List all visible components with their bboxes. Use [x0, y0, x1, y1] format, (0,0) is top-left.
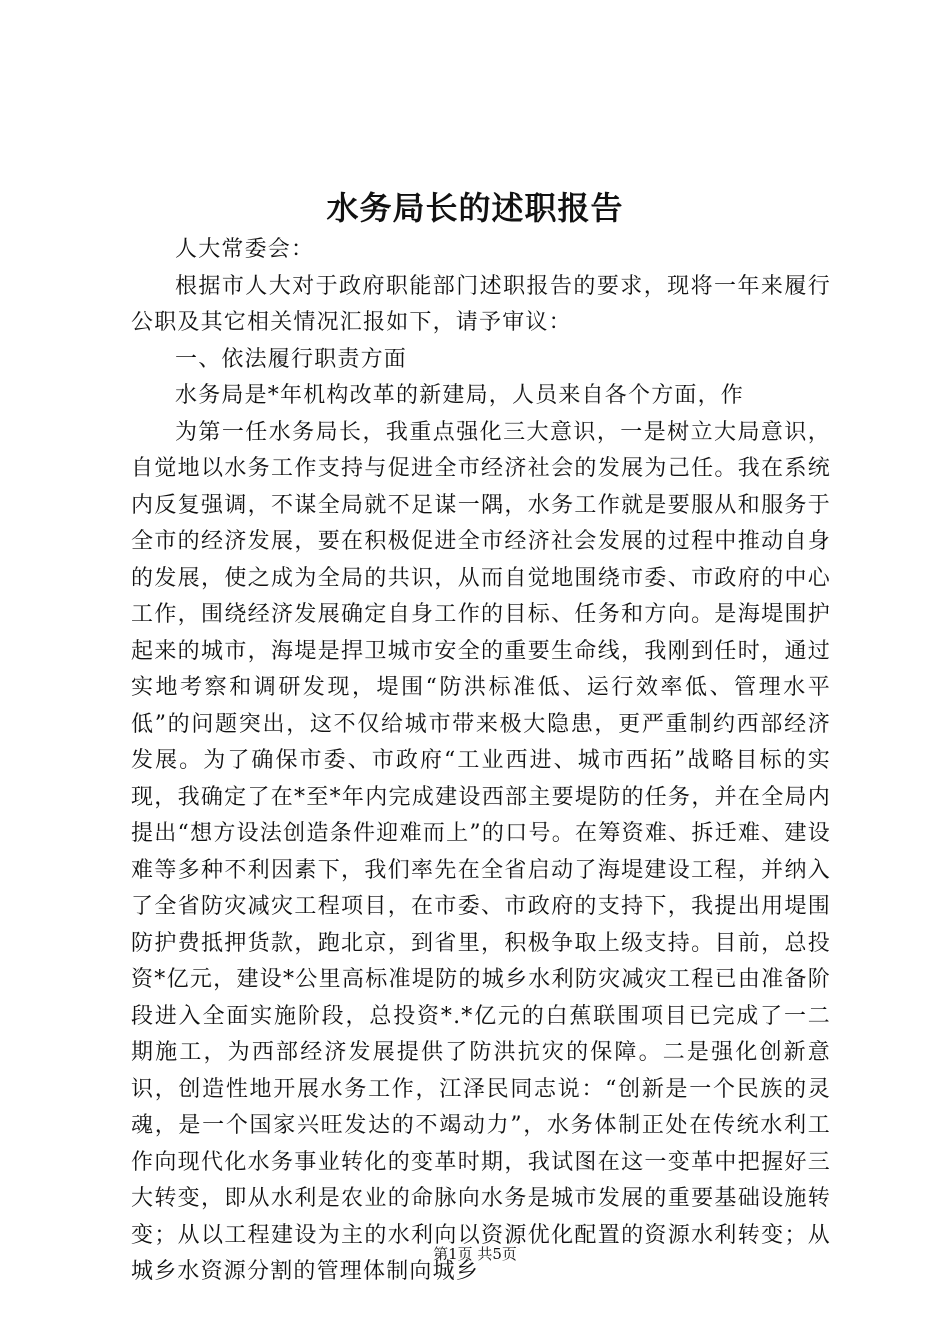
paragraph-intro: 根据市人大对于政府职能部门述职报告的要求，现将一年来履行公职及其它相关情况汇报如下，请予审议：: [131, 273, 831, 335]
paragraph-main: 为第一任水务局长，我重点强化三大意识，一是树立大局意识，自觉地以水务工作支持与促进全市经济社会的发展为己任。我在系统内反复强调，不谋全局就不足谋一隅，水务工作就是要服从和服务于全市的经济发展，要在积极促进全市经济社会发展的过程中推动自身的发展，使之成为全局的共识，从而自觉地围绕市委、市政府的中心工作，围绕经济发展确定自身工作的目标、任务和方向。是海堤围护起来的城市，海堤是捍卫城市安全的重要生命线，我刚到任时，通过实地考察和调研发现，堤围“防洪标准低、运行效率低、管理水平低”的问题突出，这不仅给城市带来极大隐患，更严重制约西部经济发展。为了确保市委、市政府“工业西进、城市西拓”战略目标的实现，我确定了在*至*年内完成建设西部主要堤防的任务，并在全局内提出“想方设法创造条件迎难而上”的口号。在筹资难、拆迁难、建设难等多种不利因素下，我们率先在全省启动了海堤建设工程，并纳入了全省防灾减灾工程项目，在市委、市政府的支持下，我提出用堤围防护费抵押货款，跑北京，到省里，积极争取上级支持。目前，总投资*亿元，建设*公里高标准堤防的城乡水利防灾减灾工程已由准备阶段进入全面实施阶段，总投资*.*亿元的白蕉联围项目已完成了一二期施工，为西部经济发展提供了防洪抗灾的保障。二是强化创新意识，创造性地开展水务工作，江泽民同志说：“创新是一个民族的灵魂，是一个国家兴旺发达的不竭动力”，水务体制正处在传统水利工作向现代化水务事业转化的变革时期，我试图在这一变革中把握好三大转变，即从水利是农业的命脉向水务是城市发展的重要基础设施转变；从以工程建设为主的水利向以资源优化配置的资源水利转变；从城乡水资源分割的管理体制向城乡: [131, 419, 831, 1284]
document-title: 水务局长的述职报告: [326, 189, 624, 227]
page-footer: 第1页 共5页: [433, 1245, 517, 1263]
salutation: 人大常委会：: [175, 237, 315, 262]
document-body: [131, 232, 831, 1291]
paragraph-first-line: 水务局是*年机构改革的新建局，人员来自各个方面，作: [175, 383, 745, 408]
section-heading: 一、依法履行职责方面: [175, 346, 408, 372]
